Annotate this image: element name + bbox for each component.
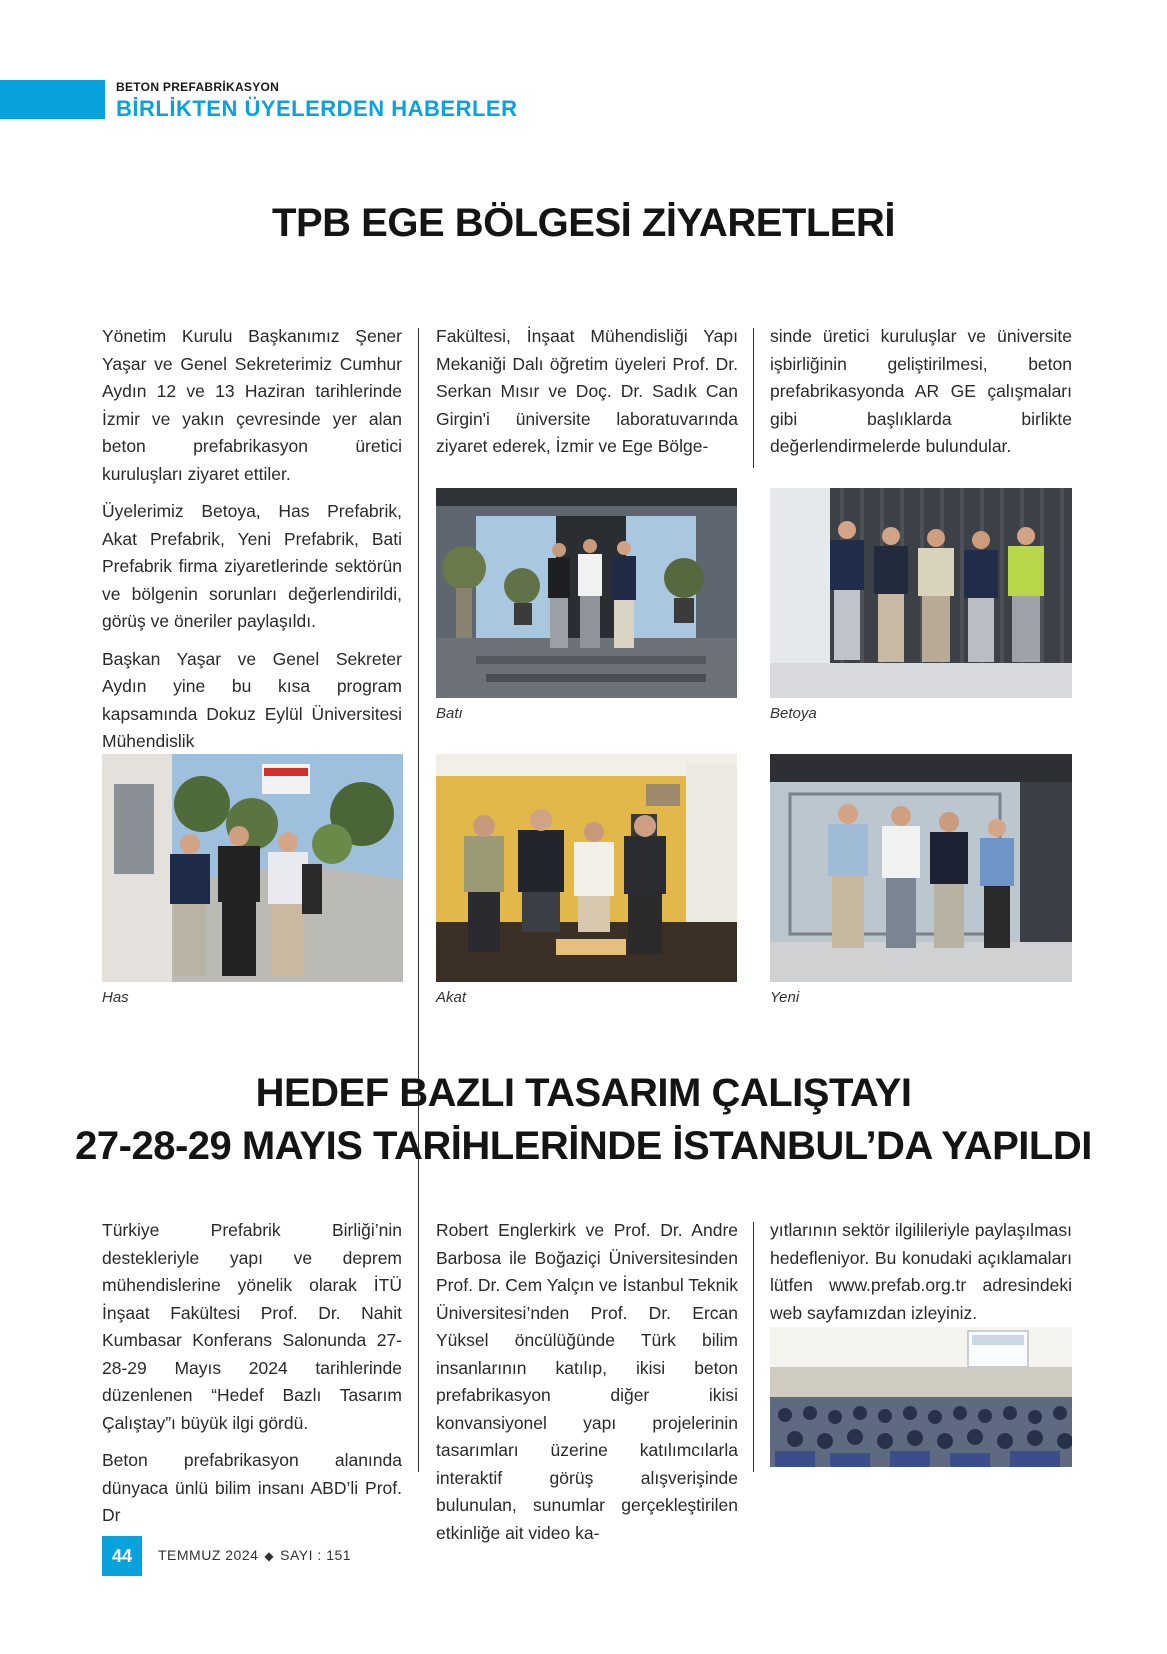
footer-date: TEMMUZ 2024 bbox=[158, 1547, 259, 1563]
column-divider bbox=[418, 1222, 419, 1472]
page-number: 44 bbox=[102, 1536, 142, 1576]
section-title: BİRLİKTEN ÜYELERDEN HABERLER bbox=[116, 96, 518, 121]
photo-yeni bbox=[770, 754, 1072, 982]
article2-column-1 bbox=[102, 1217, 402, 1540]
header-accent-bar bbox=[0, 80, 105, 119]
article2-title-line-2: 27-28-29 MAYIS TARİHLERİNDE İSTANBUL’DA YAPILDI bbox=[75, 1124, 1092, 1168]
photo-workshop bbox=[770, 1327, 1072, 1467]
column-divider bbox=[753, 328, 754, 468]
column-divider bbox=[753, 1222, 754, 1472]
photo-akat bbox=[436, 754, 737, 982]
photo-betoya bbox=[770, 488, 1072, 698]
article2-column-3 bbox=[770, 1217, 1072, 1337]
article1-column-2 bbox=[436, 323, 738, 471]
article2-column-2 bbox=[436, 1217, 738, 1557]
magazine-kicker: BETON PREFABRİKASYON bbox=[116, 80, 280, 94]
footer-issue: SAYI : 151 bbox=[280, 1547, 352, 1563]
article2-paragraph: Beton prefabrikasyon alanında dünyaca ünlü bilim insanı ABD’li Prof. Dr bbox=[102, 1450, 402, 1525]
caption-betoya: Betoya bbox=[770, 705, 817, 722]
article1-paragraph: Fakültesi, İnşaat Mühendisliği Yapı Mekaniği Dalı öğretim üyeleri Prof. Dr. Serkan Mısır ve Doç. Dr. Sadık Can Girgin'i üniversite laboratuvarında ziyaret ederek, İzmir ve Ege Bölge- bbox=[436, 326, 738, 456]
article1-paragraph: Üyelerimiz Betoya, Has Prefabrik, Akat Prefabrik, Yeni Prefabrik, Bati Prefabrik firma ziyaretlerinde sektörün ve bölgenin sorunları değerlendirildi, görüş ve öneriler paylaşıldı. bbox=[102, 501, 402, 631]
article1-column-1 bbox=[102, 323, 402, 766]
photo-bati bbox=[436, 488, 737, 698]
diamond-icon: ◆ bbox=[264, 1549, 275, 1563]
caption-has: Has bbox=[102, 989, 129, 1006]
article1-paragraph: sinde üretici kuruluşlar ve üniversite işbirliğinin geliştirilmesi, beton prefabrikasyonda AR GE çalışmaları gibi başlıklarda birlikte değerlendirmelerde bulundular. bbox=[770, 326, 1072, 456]
caption-bati: Batı bbox=[436, 705, 463, 722]
article2-paragraph: Robert Englerkirk ve Prof. Dr. Andre Barbosa ile Boğaziçi Üniversitesinden Prof. Dr. Cem Yalçın ve İstanbul Teknik Üniversitesi’nden Prof. Dr. Ercan Yüksel öncülüğünde Türk bilim insanlarının katılıp, ikisi beton prefabrikasyon diğer ikisi konvansiyonel yapı projelerinin tasarımları üzerine katılımcılarla interaktif görüş alışverişinde bulunulan, sunumlar gerçekleştirilen etkinliğe ait video ka- bbox=[436, 1220, 738, 1543]
photo-has bbox=[102, 754, 403, 982]
caption-yeni: Yeni bbox=[770, 989, 800, 1006]
article2-title-line-1: HEDEF BAZLI TASARIM ÇALIŞTAYI bbox=[255, 1071, 912, 1115]
footer-issue-info bbox=[158, 1547, 351, 1563]
article1-column-3 bbox=[770, 323, 1072, 471]
article1-title: TPB EGE BÖLGESİ ZİYARETLERİ bbox=[272, 201, 895, 245]
article1-paragraph: Yönetim Kurulu Başkanımız Şener Yaşar ve Genel Sekreterimiz Cumhur Aydın 12 ve 13 Haziran tarihlerinde İzmir ve yakın çevresinde yer alan beton prefabrikasyon üretici kuruluşları ziyaret ettiler. bbox=[102, 326, 402, 484]
article2-paragraph: yıtlarının sektör ilgilileriyle paylaşılması hedefleniyor. Bu konudaki açıklamaları lütfen www.prefab.org.tr adresindeki web sayfamızdan izleyiniz. bbox=[770, 1220, 1072, 1323]
caption-akat: Akat bbox=[436, 989, 467, 1006]
article1-paragraph: Başkan Yaşar ve Genel Sekreter Aydın yine bu kısa program kapsamında Dokuz Eylül Üniversitesi Mühendislik bbox=[102, 648, 402, 751]
article2-paragraph: Türkiye Prefabrik Birliği’nin destekleriyle yapı ve deprem mühendislerine yönelik olarak İTÜ İnşaat Fakültesi Prof. Dr. Nahit Kumbasar Konferans Salonunda 27-28-29 Mayıs 2024 tarihlerinde düzenlenen “Hedef Bazlı Tasarım Çalıştay”ı büyük ilgi gördü. bbox=[102, 1220, 402, 1433]
